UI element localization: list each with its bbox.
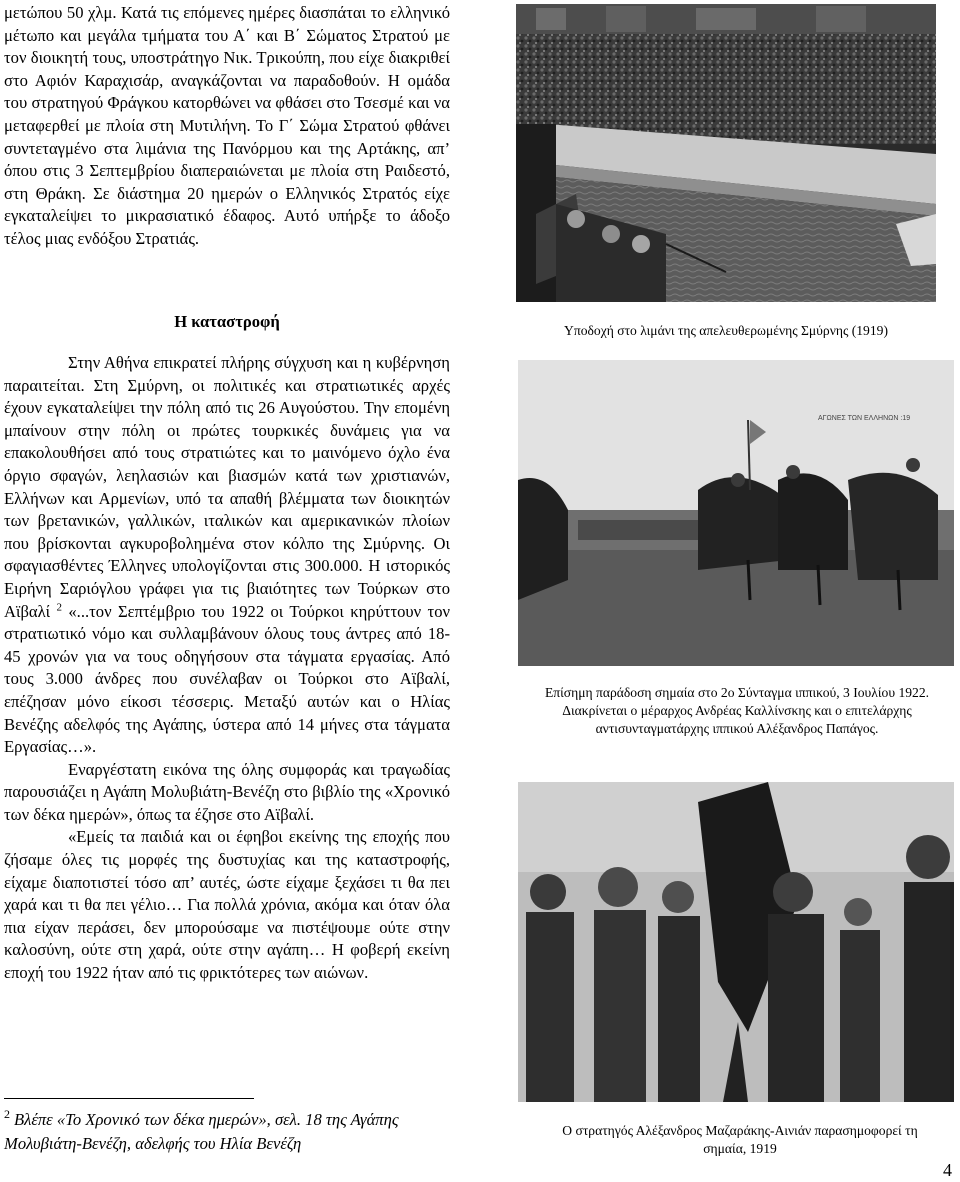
photo-cavalry-ceremony: [518, 360, 954, 666]
main-text-block: [4, 352, 450, 985]
paragraph-4: «Εμείς τα παιδιά και οι έφηβοι εκείνης της εποχής που ζήσαμε όλες τις μορφές της δυστυχίας και της καταστροφής, είχαμε διαποτιστεί τόσο απ’ αυτές, ώστε είχαμε ξεχάσει τι θα πει χαρά και τι θα πει γέλιο… Για πολλά χρόνια, ακόμα και όταν όλα πια είχαν περάσει, δεν μπορούσαμε να πιστέψουμε ούτε στην καλοσύνη, ούτε στη χαρά, ούτε στην αγάπη… Η φοβερή εκείνη εποχή του 1922 ήταν από τις φρικτότερες των αιώνων.: [4, 827, 450, 983]
paragraph-3: Εναργέστατη εικόνα της όλης συμφοράς και τραγωδίας παρουσιάζει η Αγάπη Μολυβιάτη-Βενέζη στο βιβλίο της «Χρονικό των δέκα ημερών», όπως τα έζησε στο Αϊβαλί.: [4, 759, 450, 824]
photo-smyrna-harbor: [516, 4, 936, 302]
footnote-reference: 2: [56, 601, 62, 613]
footnote: [4, 1108, 450, 1156]
archive-stamp: ΑΓΩΝΕΣ ΤΩΝ ΕΛΛΗΝΩΝ :19: [818, 415, 911, 422]
footnote-divider: [4, 1098, 254, 1099]
footnote-text: Βλέπε «Το Χρονικό των δέκα ημερών», σελ. 18 της Αγάπης Μολυβιάτη-Βενέζη, αδελφής του Ηλία Βενέζη: [4, 1110, 399, 1153]
section-heading: Η καταστροφή: [174, 312, 280, 331]
paragraph-1: μετώπου 50 χλμ. Κατά τις επόμενες ημέρες διασπάται το ελληνικό μέτωπο και μεγάλα τμήματα του Α΄ και Β΄ Σώματος Στρατού με τον διοικητή τους, υποστράτηγο Νικ. Τρικούπη, που είχε διακριθεί στο Αφιόν Καραχισάρ, αναγκάζονται να παραδοθούν. Η ομάδα του στρατηγού Φράγκου κατορθώνει να φθάσει στο Τσεσμέ και να μεταφερθεί με πλοία στη Μυτιλήνη. Το Γ΄ Σώμα Στρατού φθάνει συντεταγμένο στα λιμάνια της Πανόρμου και της Αρτάκης, απ’ όπου στις 3 Σεπτεμβρίου διαπεραιώνεται με πλοία στη Ραιδεστό, στη Θράκη. Σε διάστημα 20 ημερών ο Ελληνικός Στρατός είχε εγκαταλείψει το μικρασιατικό έδαφος. Αυτό υπήρξε το άδοξο τέλος μιας ενδόξου Στρατιάς.: [4, 3, 450, 248]
paragraph-2-part-b: «...τον Σεπτέμβριο του 1922 οι Τούρκοι κηρύττουν τον στρατιωτικό νόμο και συλλαμβάνουν όλους τους άντρες από 18-45 χρονών για να τους οδηγήσουν στα τάγματα εργασίας. Από τους 3.000 άνδρες που συνέλαβαν οι Τούρκοι στο Αϊβαλί, επέζησαν μόνο είκοσι τέσσερις. Μεταξύ αυτών και ο Ηλίας Βενέζης αδελφός της Αγάπης, ύστερα από 14 μήνες στα τάγματα Εργασίας…».: [4, 601, 450, 757]
paragraph-2-part-a: Στην Αθήνα επικρατεί πλήρης σύγχυση και η κυβέρνηση παραιτείται. Στη Σμύρνη, οι πολιτικές και στρατιωτικές αρχές έχουν εγκαταλείψει την πόλη από τις 26 Αυγούστου. Την επομένη μπαίνουν στην πόλη οι πρώτες τουρκικές δυνάμεις για να επακολουθήσει από τους στρατιώτες και το μαινόμενο όχλο ένα όργιο σφαγών, λεηλασιών και βιασμών κατά των χριστιανών, Ελλήνων και Αρμενίων, υπό τα απαθή βλέμματα των διοικητών των βρετανικών, γαλλικών, ιταλικών και αμερικανικών πλοίων που βρίσκονται αγκυροβολημένα στον κόλπο της Σμύρνης. Οι σφαγιασθέντες Έλληνες υπολογίζονται στις 300.000. Η ιστορικός Ειρήνη Σαριόγλου γράφει για τις βιαιότητες των Τούρκων στο Αϊβαλί: [4, 353, 450, 621]
paragraph-2: [4, 352, 450, 759]
footnote-number: 2: [4, 1107, 10, 1122]
page-number: 4: [943, 1160, 952, 1180]
photo-general-decorating-flag: [518, 782, 954, 1102]
photo-caption-2: Επίσημη παράδοση σημαία στο 2ο Σύνταγμα ιππικού, 3 Ιουλίου 1922. Διακρίνεται ο μέραρχος Ανδρέας Καλλίνσκης και ο επιτελάρχης αντισυνταγματάρχης ιππικού Αλέξανδρος Παπάγος.: [544, 685, 930, 736]
photo-caption-1: Υποδοχή στο λιμάνι της απελευθερωμένης Σμύρνης (1919): [564, 323, 888, 338]
photo-caption-3: Ο στρατηγός Αλέξανδρος Μαζαράκης-Αινιάν παρασημοφορεί τη σημαία, 1919: [562, 1123, 918, 1156]
intro-paragraph-block: [4, 2, 450, 251]
